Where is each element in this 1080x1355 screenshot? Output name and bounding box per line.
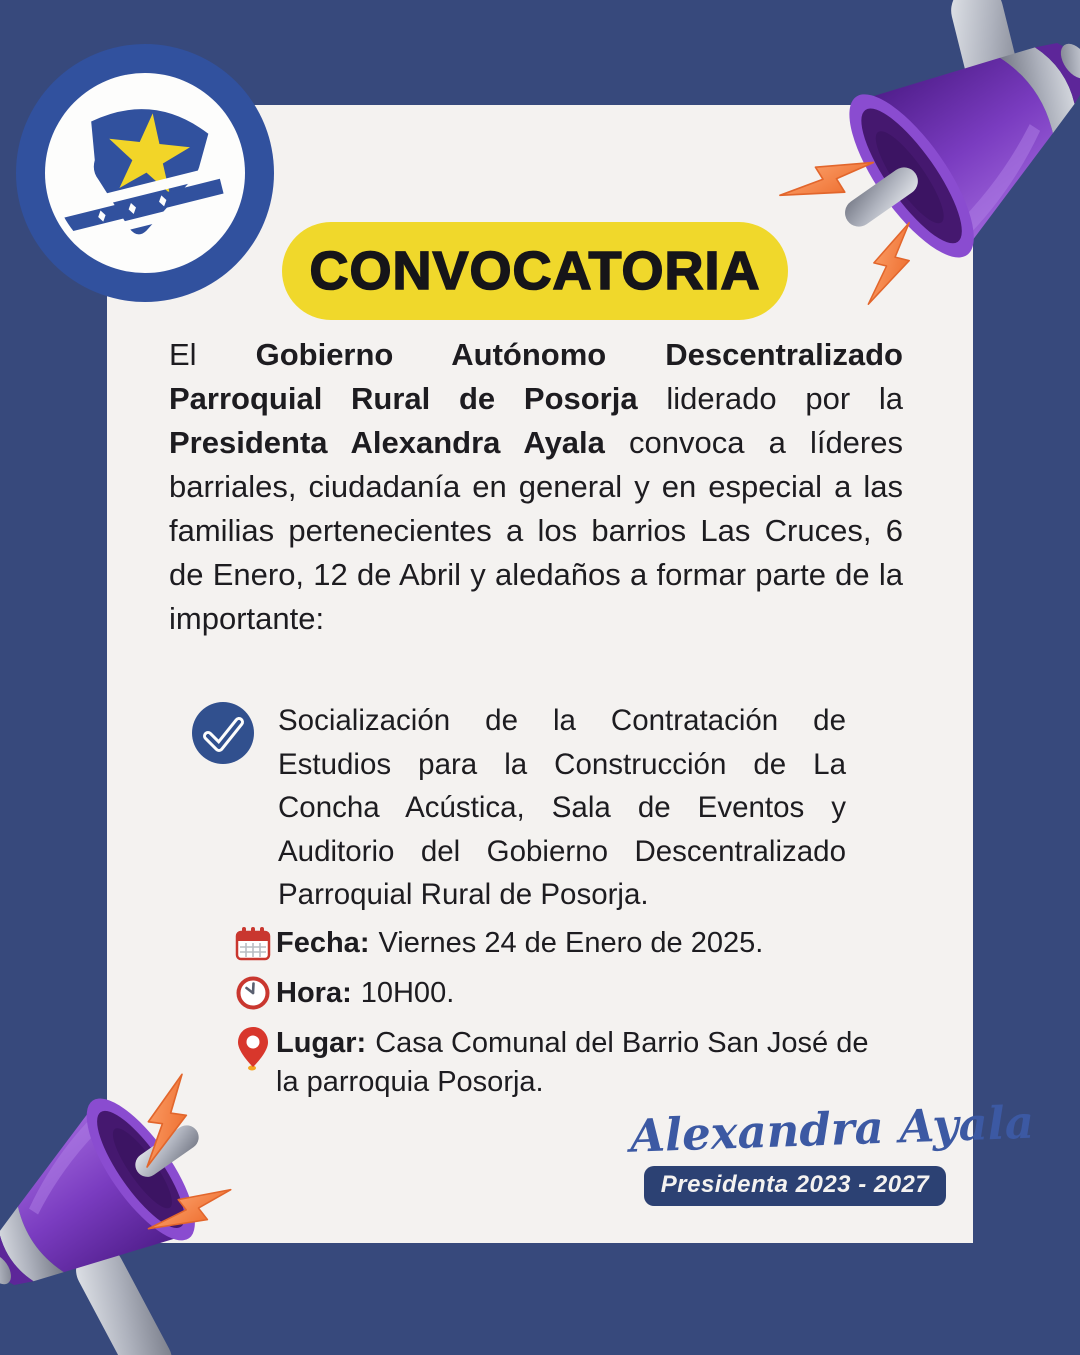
intro-segment-bold: Presidenta Alexandra Ayala: [169, 425, 605, 460]
intro-segment-bold: Gobierno Autónomo Descentralizado Parroquial Rural de Posorja: [169, 337, 903, 416]
detail-label: Fecha:: [276, 927, 370, 959]
signature-block: [629, 1095, 1035, 1206]
intro-segment: convoca a líderes barriales, ciudadanía en general y en especial a las familias pertenecientes a los barrios Las Cruces, 6 de Enero, 12 de Abril y aledaños a formar parte de la importante:: [169, 425, 903, 636]
signature-badge: Presidenta 2023 - 2027: [644, 1166, 947, 1206]
check-icon: [191, 701, 255, 765]
intro-segment: liderado por la: [637, 381, 903, 416]
megaphone-icon: [795, 0, 1080, 275]
location-pin-icon: [230, 1024, 276, 1071]
parish-government-logo-icon: [50, 78, 240, 268]
detail-row-hora: [230, 974, 870, 1013]
event-details: [230, 924, 870, 1113]
detail-row-fecha: [230, 924, 870, 963]
intro-paragraph: [169, 333, 903, 641]
detail-value: 10H00.: [360, 977, 455, 1009]
bullet-paragraph: Socialización de la Contratación de Estudios para la Construcción de La Concha Acústica, Sala de Eventos y Auditorio del Gobierno Descentralizado Parroquial Rural de Posorja.: [278, 704, 846, 911]
detail-label: Lugar:: [276, 1027, 367, 1059]
detail-text: [276, 924, 763, 963]
page-title: CONVOCATORIA: [309, 241, 761, 301]
detail-text: [276, 974, 454, 1013]
clock-icon: [230, 974, 276, 1011]
detail-label: Hora:: [276, 977, 352, 1009]
signature-name: Alexandra Ayala: [629, 1095, 1035, 1163]
title-pill: [282, 222, 788, 320]
detail-text: [276, 1024, 870, 1102]
detail-value: Casa Comunal del Barrio San José de la parroquia Posorja.: [276, 1027, 869, 1098]
detail-row-lugar: [230, 1024, 870, 1102]
detail-value: Viernes 24 de Enero de 2025.: [378, 927, 764, 959]
megaphone-icon: [0, 1065, 280, 1355]
intro-segment: El: [169, 337, 256, 372]
calendar-icon: [230, 924, 276, 963]
